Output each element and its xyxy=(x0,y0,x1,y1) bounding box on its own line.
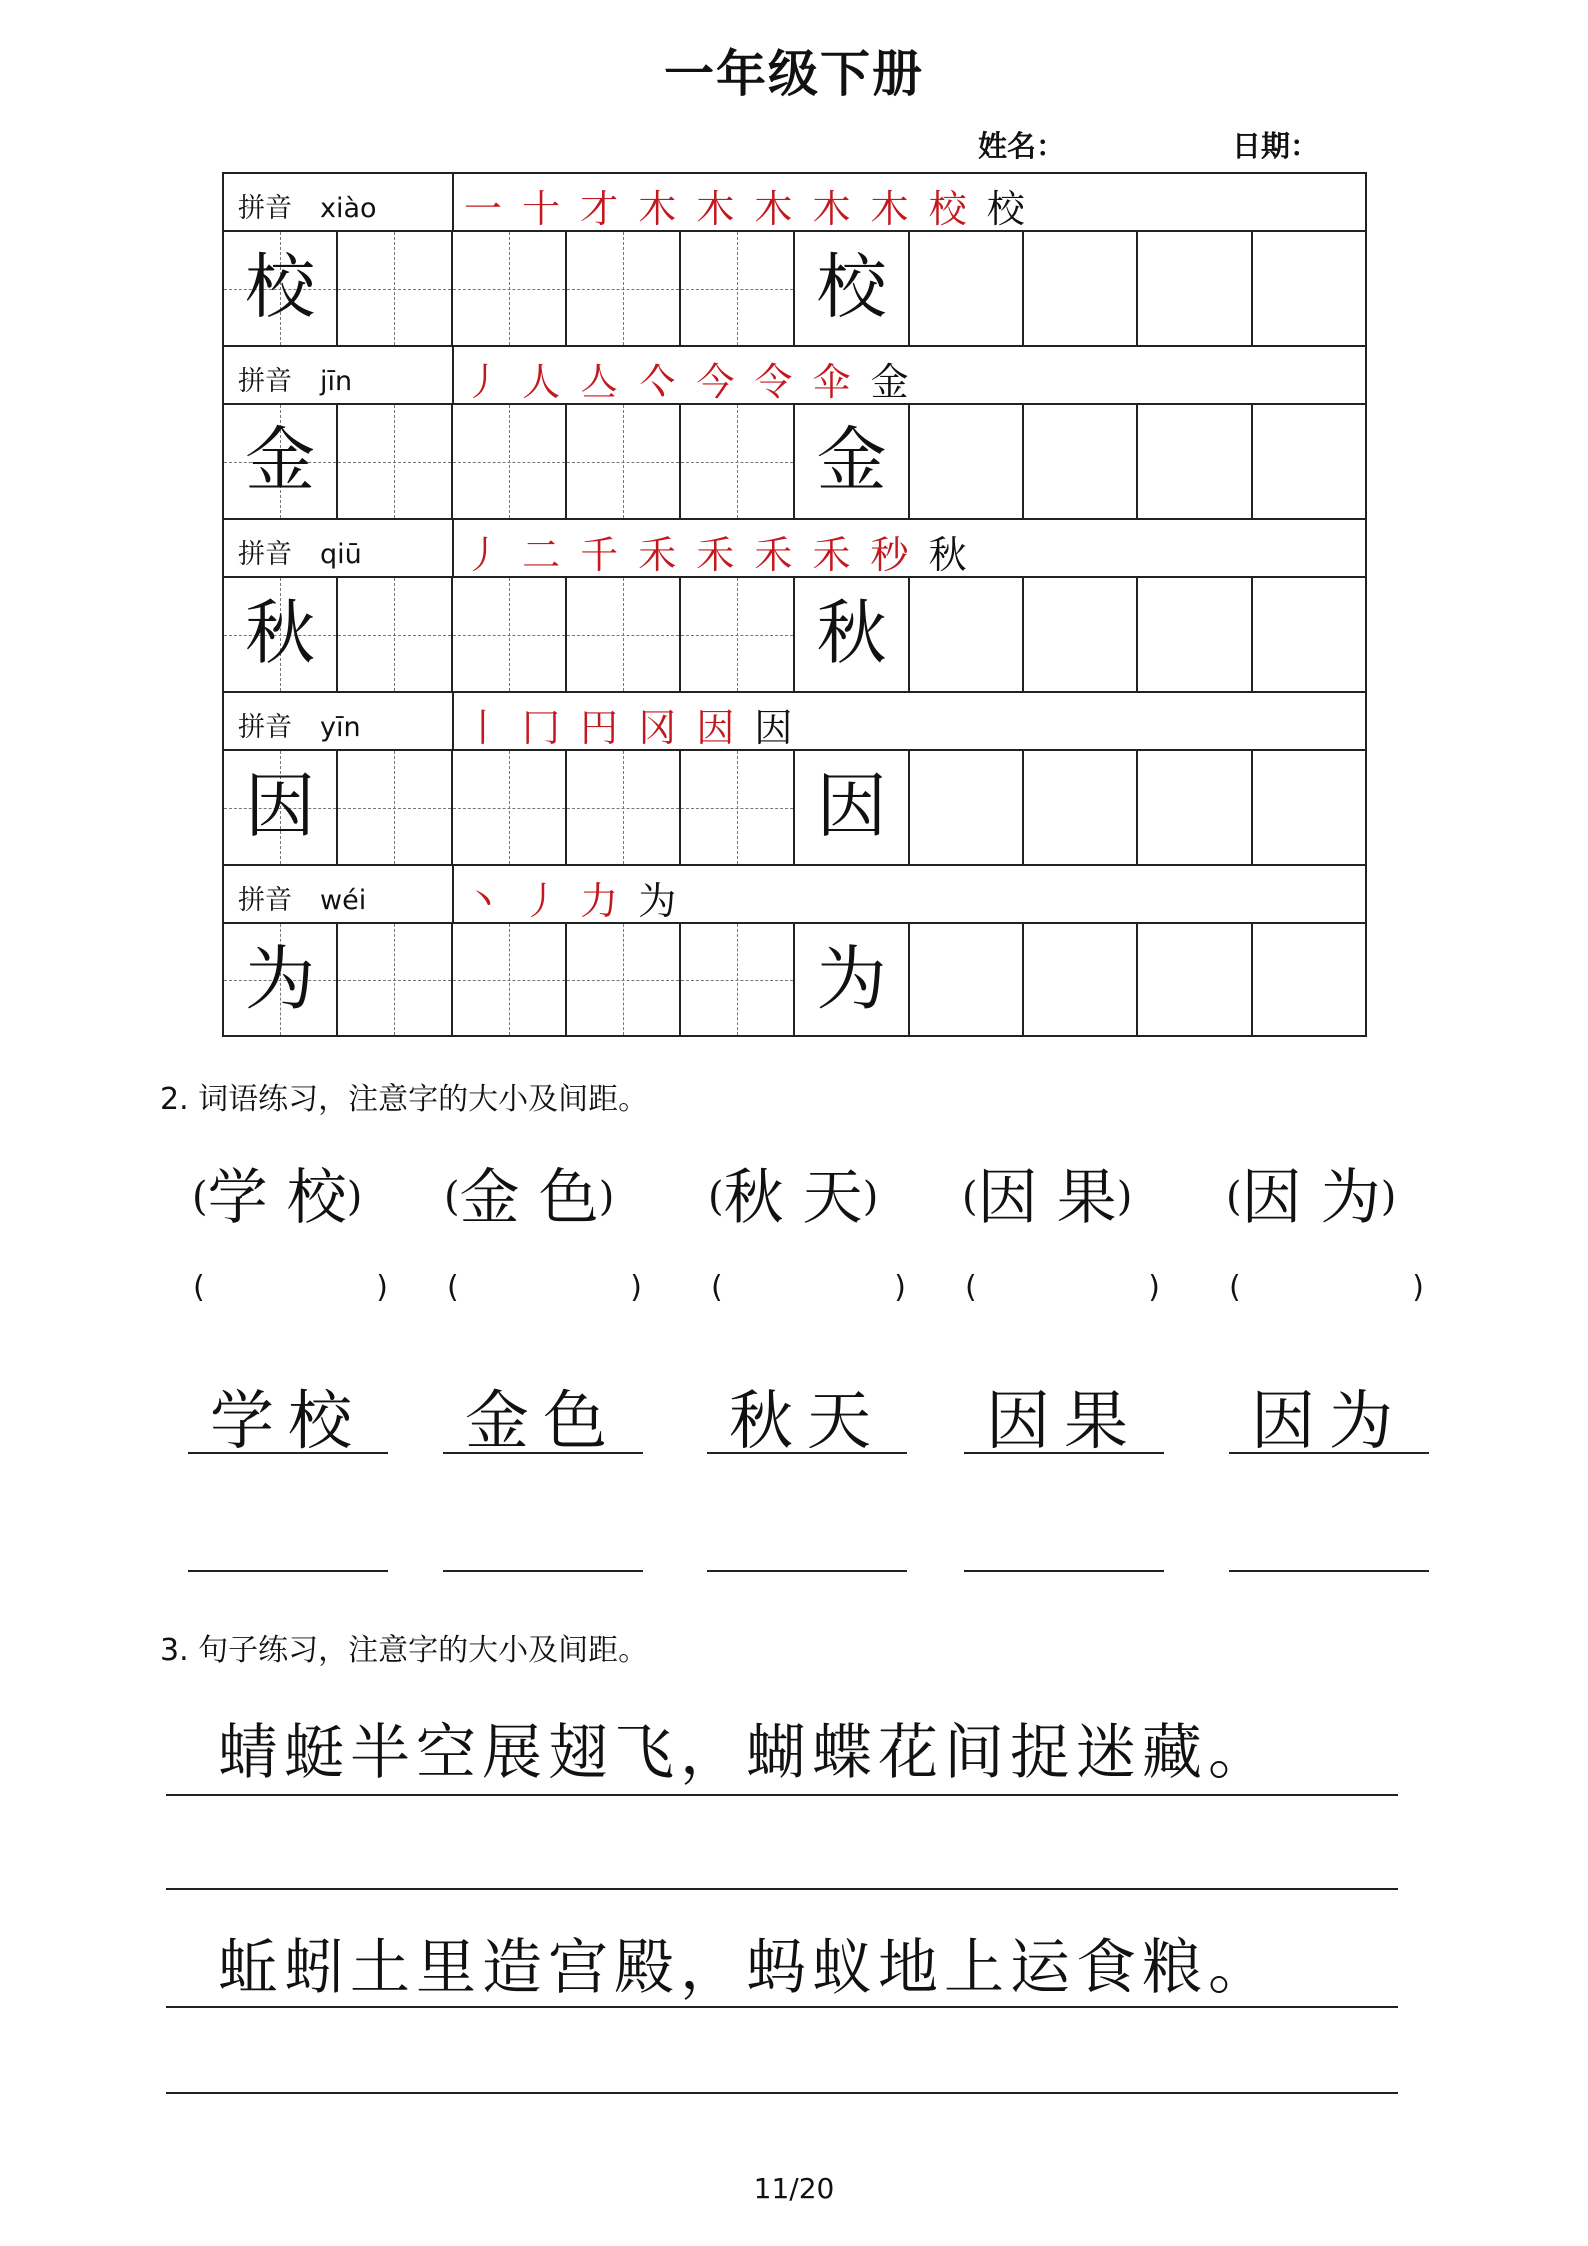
word-item: (金 色) xyxy=(444,1163,615,1233)
copy-word: 因果 xyxy=(986,1385,1142,1459)
stroke-steps: 一 十 才 木 木 木 木 木 校 xyxy=(464,187,987,231)
practice-cell[interactable] xyxy=(681,232,795,345)
writing-line[interactable] xyxy=(443,1570,643,1572)
practice-cell[interactable] xyxy=(681,578,795,691)
writing-line[interactable] xyxy=(707,1570,907,1572)
practice-cell[interactable] xyxy=(338,578,452,691)
sentence-model: 蚯蚓土里造宫殿，蚂蚁地上运食粮。 xyxy=(218,1933,1274,2003)
copy-word: 金色 xyxy=(465,1385,621,1459)
practice-cell[interactable] xyxy=(567,924,681,1035)
word-item: (因 果) xyxy=(962,1163,1133,1233)
stroke-final: 金 xyxy=(870,360,913,404)
practice-cell[interactable] xyxy=(910,578,1024,691)
page-title: 一年级下册 xyxy=(664,45,924,103)
practice-cell[interactable] xyxy=(567,578,681,691)
practice-cell[interactable] xyxy=(910,405,1024,518)
practice-cell[interactable] xyxy=(338,405,452,518)
model-character: 秋 xyxy=(245,592,316,674)
pinyin-row xyxy=(222,864,1367,922)
pinyin-text: xiào xyxy=(320,193,377,224)
practice-cell[interactable] xyxy=(1024,751,1138,864)
model-character: 校 xyxy=(245,246,316,328)
practice-cell[interactable] xyxy=(1138,751,1252,864)
character-row xyxy=(222,576,1367,691)
model-character: 为 xyxy=(816,938,887,1020)
pinyin-row xyxy=(222,518,1367,576)
page-number: 11/20 xyxy=(753,2172,835,2205)
word-text: 学 校 xyxy=(207,1163,347,1233)
practice-cell[interactable] xyxy=(453,232,567,345)
character-row xyxy=(222,749,1367,864)
stroke-steps: 丿 人 亼 亽 今 令 伞 xyxy=(464,360,871,404)
model-character: 金 xyxy=(816,419,887,501)
pinyin-text: jīn xyxy=(320,366,353,397)
pinyin-row xyxy=(222,345,1367,403)
practice-cell[interactable] xyxy=(1024,232,1138,345)
writing-line[interactable] xyxy=(166,1888,1398,1890)
model-character: 因 xyxy=(245,765,316,847)
word-item: (学 校) xyxy=(192,1163,363,1233)
model-cell xyxy=(224,578,338,691)
practice-cell[interactable] xyxy=(1024,405,1138,518)
practice-cell[interactable] xyxy=(338,232,452,345)
copy-word: 秋天 xyxy=(729,1385,885,1459)
practice-cell[interactable] xyxy=(1253,578,1365,691)
stroke-order xyxy=(464,524,971,579)
pinyin-text: qiū xyxy=(320,539,362,570)
writing-line[interactable] xyxy=(1229,1570,1429,1572)
practice-cell[interactable] xyxy=(567,751,681,864)
copy-word-underline xyxy=(707,1452,907,1454)
pinyin-text: wéi xyxy=(320,885,367,916)
practice-cell[interactable] xyxy=(567,405,681,518)
practice-cell[interactable] xyxy=(453,751,567,864)
practice-cell[interactable] xyxy=(1138,405,1252,518)
stroke-order xyxy=(464,351,913,406)
practice-cell[interactable] xyxy=(453,578,567,691)
practice-cell[interactable] xyxy=(567,232,681,345)
writing-line[interactable] xyxy=(166,2092,1398,2094)
copy-word-underline xyxy=(443,1452,643,1454)
pinyin-label: 拼音 xiào xyxy=(238,193,377,224)
stroke-final: 因 xyxy=(754,706,797,750)
practice-cell[interactable] xyxy=(681,924,795,1035)
pinyin-label: 拼音 yīn xyxy=(238,712,361,743)
model-character: 为 xyxy=(245,938,316,1020)
character-row xyxy=(222,403,1367,518)
copy-word-underline xyxy=(188,1452,388,1454)
practice-cell[interactable] xyxy=(453,405,567,518)
pinyin-divider xyxy=(452,693,454,749)
stroke-steps: 丶 丿 力 xyxy=(464,879,639,923)
name-label: 姓名： xyxy=(978,129,1066,163)
model-cell xyxy=(795,232,909,345)
copy-word-underline xyxy=(1229,1452,1429,1454)
word-item: (因 为) xyxy=(1226,1163,1397,1233)
stroke-order xyxy=(464,178,1029,233)
stroke-final: 秋 xyxy=(928,533,971,577)
pinyin-label: 拼音 qiū xyxy=(238,539,362,570)
practice-cell[interactable] xyxy=(910,232,1024,345)
practice-cell[interactable] xyxy=(1024,924,1138,1035)
writing-line[interactable] xyxy=(964,1570,1164,1572)
word-item: (秋 天) xyxy=(708,1163,879,1233)
stroke-final: 为 xyxy=(638,879,681,923)
practice-cell[interactable] xyxy=(1138,232,1252,345)
model-cell xyxy=(224,751,338,864)
word-text: 秋 天 xyxy=(723,1163,863,1233)
date-label: 日期： xyxy=(1232,129,1320,163)
practice-cell[interactable] xyxy=(1253,924,1365,1035)
pinyin-divider xyxy=(452,520,454,576)
practice-cell[interactable] xyxy=(1253,232,1365,345)
pinyin-row xyxy=(222,172,1367,230)
stroke-order xyxy=(464,870,680,925)
sentences-section-title: 3. 句子练习，注意字的大小及间距。 xyxy=(160,1633,649,1668)
model-cell xyxy=(795,924,909,1035)
pinyin-divider xyxy=(452,174,454,230)
pinyin-row xyxy=(222,691,1367,749)
model-character: 因 xyxy=(816,765,887,847)
practice-cell[interactable] xyxy=(1253,405,1365,518)
stroke-steps: 丨 冂 円 冈 因 xyxy=(464,706,755,750)
practice-cell[interactable] xyxy=(1138,578,1252,691)
character-row xyxy=(222,230,1367,345)
copy-word: 学校 xyxy=(210,1385,366,1459)
model-cell xyxy=(224,924,338,1035)
practice-cell[interactable] xyxy=(910,751,1024,864)
pinyin-label: 拼音 jīn xyxy=(238,366,353,397)
sentence-model: 蜻蜓半空展翅飞，蝴蝶花间捉迷藏。 xyxy=(218,1718,1274,1788)
model-cell xyxy=(795,405,909,518)
practice-cell[interactable] xyxy=(1024,578,1138,691)
practice-cell[interactable] xyxy=(338,924,452,1035)
practice-cell[interactable] xyxy=(910,924,1024,1035)
model-character: 校 xyxy=(816,246,887,328)
copy-word-underline xyxy=(964,1452,1164,1454)
model-cell xyxy=(795,578,909,691)
model-character: 金 xyxy=(245,419,316,501)
practice-cell[interactable] xyxy=(681,405,795,518)
sentence-underline xyxy=(166,2006,1398,2008)
copy-word: 因为 xyxy=(1251,1385,1407,1459)
word-text: 金 色 xyxy=(459,1163,599,1233)
writing-line[interactable] xyxy=(188,1570,388,1572)
pinyin-text: yīn xyxy=(320,712,361,743)
stroke-steps: 丿 二 千 禾 禾 禾 禾 秒 xyxy=(464,533,929,577)
model-character: 秋 xyxy=(816,592,887,674)
practice-cell[interactable] xyxy=(1253,751,1365,864)
sentence-underline xyxy=(166,1794,1398,1796)
word-text: 因 果 xyxy=(977,1163,1117,1233)
word-text: 因 为 xyxy=(1241,1163,1381,1233)
pinyin-label: 拼音 wéi xyxy=(238,885,367,916)
stroke-final: 校 xyxy=(986,187,1029,231)
practice-cell[interactable] xyxy=(338,751,452,864)
character-practice-grid xyxy=(222,172,1367,1037)
words-section-title: 2. 词语练习，注意字的大小及间距。 xyxy=(160,1082,649,1117)
model-cell xyxy=(224,232,338,345)
practice-cell[interactable] xyxy=(1138,924,1252,1035)
character-row xyxy=(222,922,1367,1037)
model-cell xyxy=(795,751,909,864)
pinyin-divider xyxy=(452,347,454,403)
practice-cell[interactable] xyxy=(681,751,795,864)
stroke-order xyxy=(464,697,796,752)
practice-cell[interactable] xyxy=(453,924,567,1035)
model-cell xyxy=(224,405,338,518)
pinyin-divider xyxy=(452,866,454,922)
